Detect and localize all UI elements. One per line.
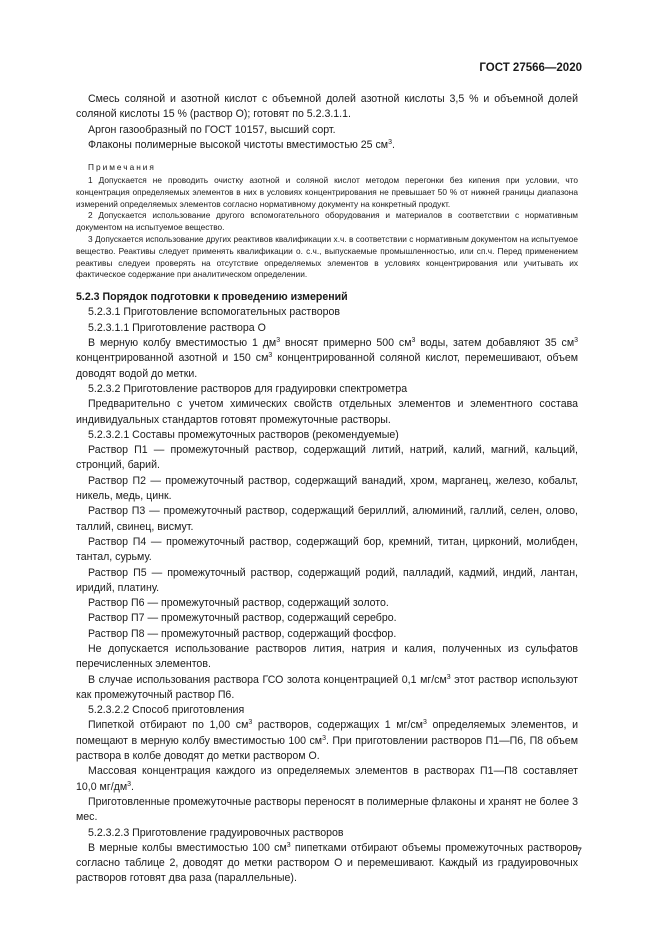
subsection-heading: 5.2.3.2.3 Приготовление градуировочных растворов (88, 826, 344, 839)
paragraph: Предварительно с учетом химических свойств отдельных элементов и элементного состава индивидуальных стандартов готовят промежуточные растворы. (76, 398, 578, 426)
page-content (76, 92, 578, 887)
solution-item: Раствор П1 — промежуточный раствор, содержащий литий, натрий, калий, магний, кальций, стронций, барий. (76, 444, 578, 472)
paragraph: Массовая концентрация каждого из определяемых элементов в растворах П1—П8 составляет 10,0 $мг/дм^3$. (76, 765, 578, 793)
solution-item: Раствор П3 — промежуточный раствор, содержащий бериллий, алюминий, галлий, селен, олово, таллий, свинец, висмут. (76, 505, 578, 533)
subsection-heading: 5.2.3.1.1 Приготовление раствора О (88, 321, 266, 334)
subsection-heading: 5.2.3.1 Приготовление вспомогательных растворов (88, 306, 341, 319)
paragraph: В мерные колбы вместимостью 100 $см^3$ пипетками отбирают объемы промежуточных растворов согласно таблице 2, доводят до метки раствором О и перемешивают. Каждый из градуировочных растворов готовят два раза (параллельные). (76, 841, 578, 885)
solution-item: Раствор П6 — промежуточный раствор, содержащий золото. (88, 597, 389, 610)
note-item: 2 Допускается использование другого вспомогательного оборудования и материалов в соответствии с нормативным документом на испытуемое вещество. (76, 210, 578, 233)
subsection-heading: 5.2.3.2 Приготовление растворов для градуировки спектрометра (88, 382, 408, 395)
paragraph: Флаконы полимерные высокой чистоты вместимостью 25 $см^3$. (88, 138, 395, 151)
solution-item: Раствор П5 — промежуточный раствор, содержащий родий, палладий, кадмий, индий, лантан, иридий, платину. (76, 566, 578, 594)
paragraph: Смесь соляной и азотной кислот с объемной долей азотной кислоты 3,5 % и объемной долей соляной кислоты 15 % (раствор О); готовят по 5.2.3.1.1. (76, 93, 578, 121)
solution-item: Раствор П7 — промежуточный раствор, содержащий серебро. (88, 612, 397, 625)
subsection-heading: 5.2.3.2.2 Способ приготовления (88, 704, 245, 717)
section-heading: 5.2.3 Порядок подготовки к проведению измерений (76, 291, 348, 304)
solution-item: Раствор П8 — промежуточный раствор, содержащий фосфор. (88, 627, 397, 640)
document-header: ГОСТ 27566—2020 (479, 62, 582, 74)
page-number: 7 (576, 846, 582, 858)
note-item: 1 Допускается не проводить очистку азотной и соляной кислот методом перегонки без кипения при условии, что концентрация определяемых элементов в них в условиях концентрирования не превышает 50 % от нижней границы диапазона измерений определяемых элементов согласно нормативному документу на конкретный продукт. (76, 174, 578, 209)
notes-title: Примечания (88, 162, 156, 173)
solution-item: Раствор П4 — промежуточный раствор, содержащий бор, кремний, титан, цирконий, молибден, тантал, сурьму. (76, 535, 578, 564)
paragraph: Аргон газообразный по ГОСТ 10157, высший сорт. (88, 123, 336, 136)
paragraph: Приготовленные промежуточные растворы переносят в полимерные флаконы и хранят не более 3 мес. (76, 795, 578, 824)
paragraph: Не допускается использование растворов лития, натрия и калия, полученных из сульфатов перечисленных элементов. (76, 642, 578, 671)
paragraph: В мерную колбу вместимостью 1 $дм^3$ вносят примерно 500 $см^3$ воды, затем добавляют 35 $см^3$ концентрированной азотной и 150 $см^3$ концентрированной соляной кислот, перемешивают, объем доводят водой до метки. (76, 337, 579, 380)
notes-block (76, 162, 578, 281)
subsection-heading: 5.2.3.2.1 Составы промежуточных растворов (рекомендуемые) (88, 428, 399, 441)
note-item: 3 Допускается использование других реактивов квалификации х.ч. в соответствии с нормативным документом на испытуемое вещество. Реактивы следует применять квалификации о. с.ч., выпускаемые промышленностью, или сп.ч. Перед применением реактивы следуеи проверять на отсутствие определяемых элементов в условиях концентрирования или учитывать их фактическое содержание при аналитическом определении. (76, 233, 578, 280)
paragraph: Пипеткой отбирают по 1,00 $см^3$ растворов, содержащих 1 $мг/см^3$ определяемых элементов, и помещают в мерную колбу вместимостью 100 $см^3$. При приготовлении растворов П1—П6, П8 объем раствора в колбе доводят до метки раствором О. (76, 719, 578, 763)
solution-item: Раствор П2 — промежуточный раствор, содержащий ванадий, хром, марганец, железо, кобальт, никель, медь, цинк. (76, 474, 578, 503)
paragraph: В случае использования раствора ГСО золота концентрацией 0,1 $мг/см^3$ этот раствор используют как промежуточный раствор П6. (76, 673, 578, 701)
